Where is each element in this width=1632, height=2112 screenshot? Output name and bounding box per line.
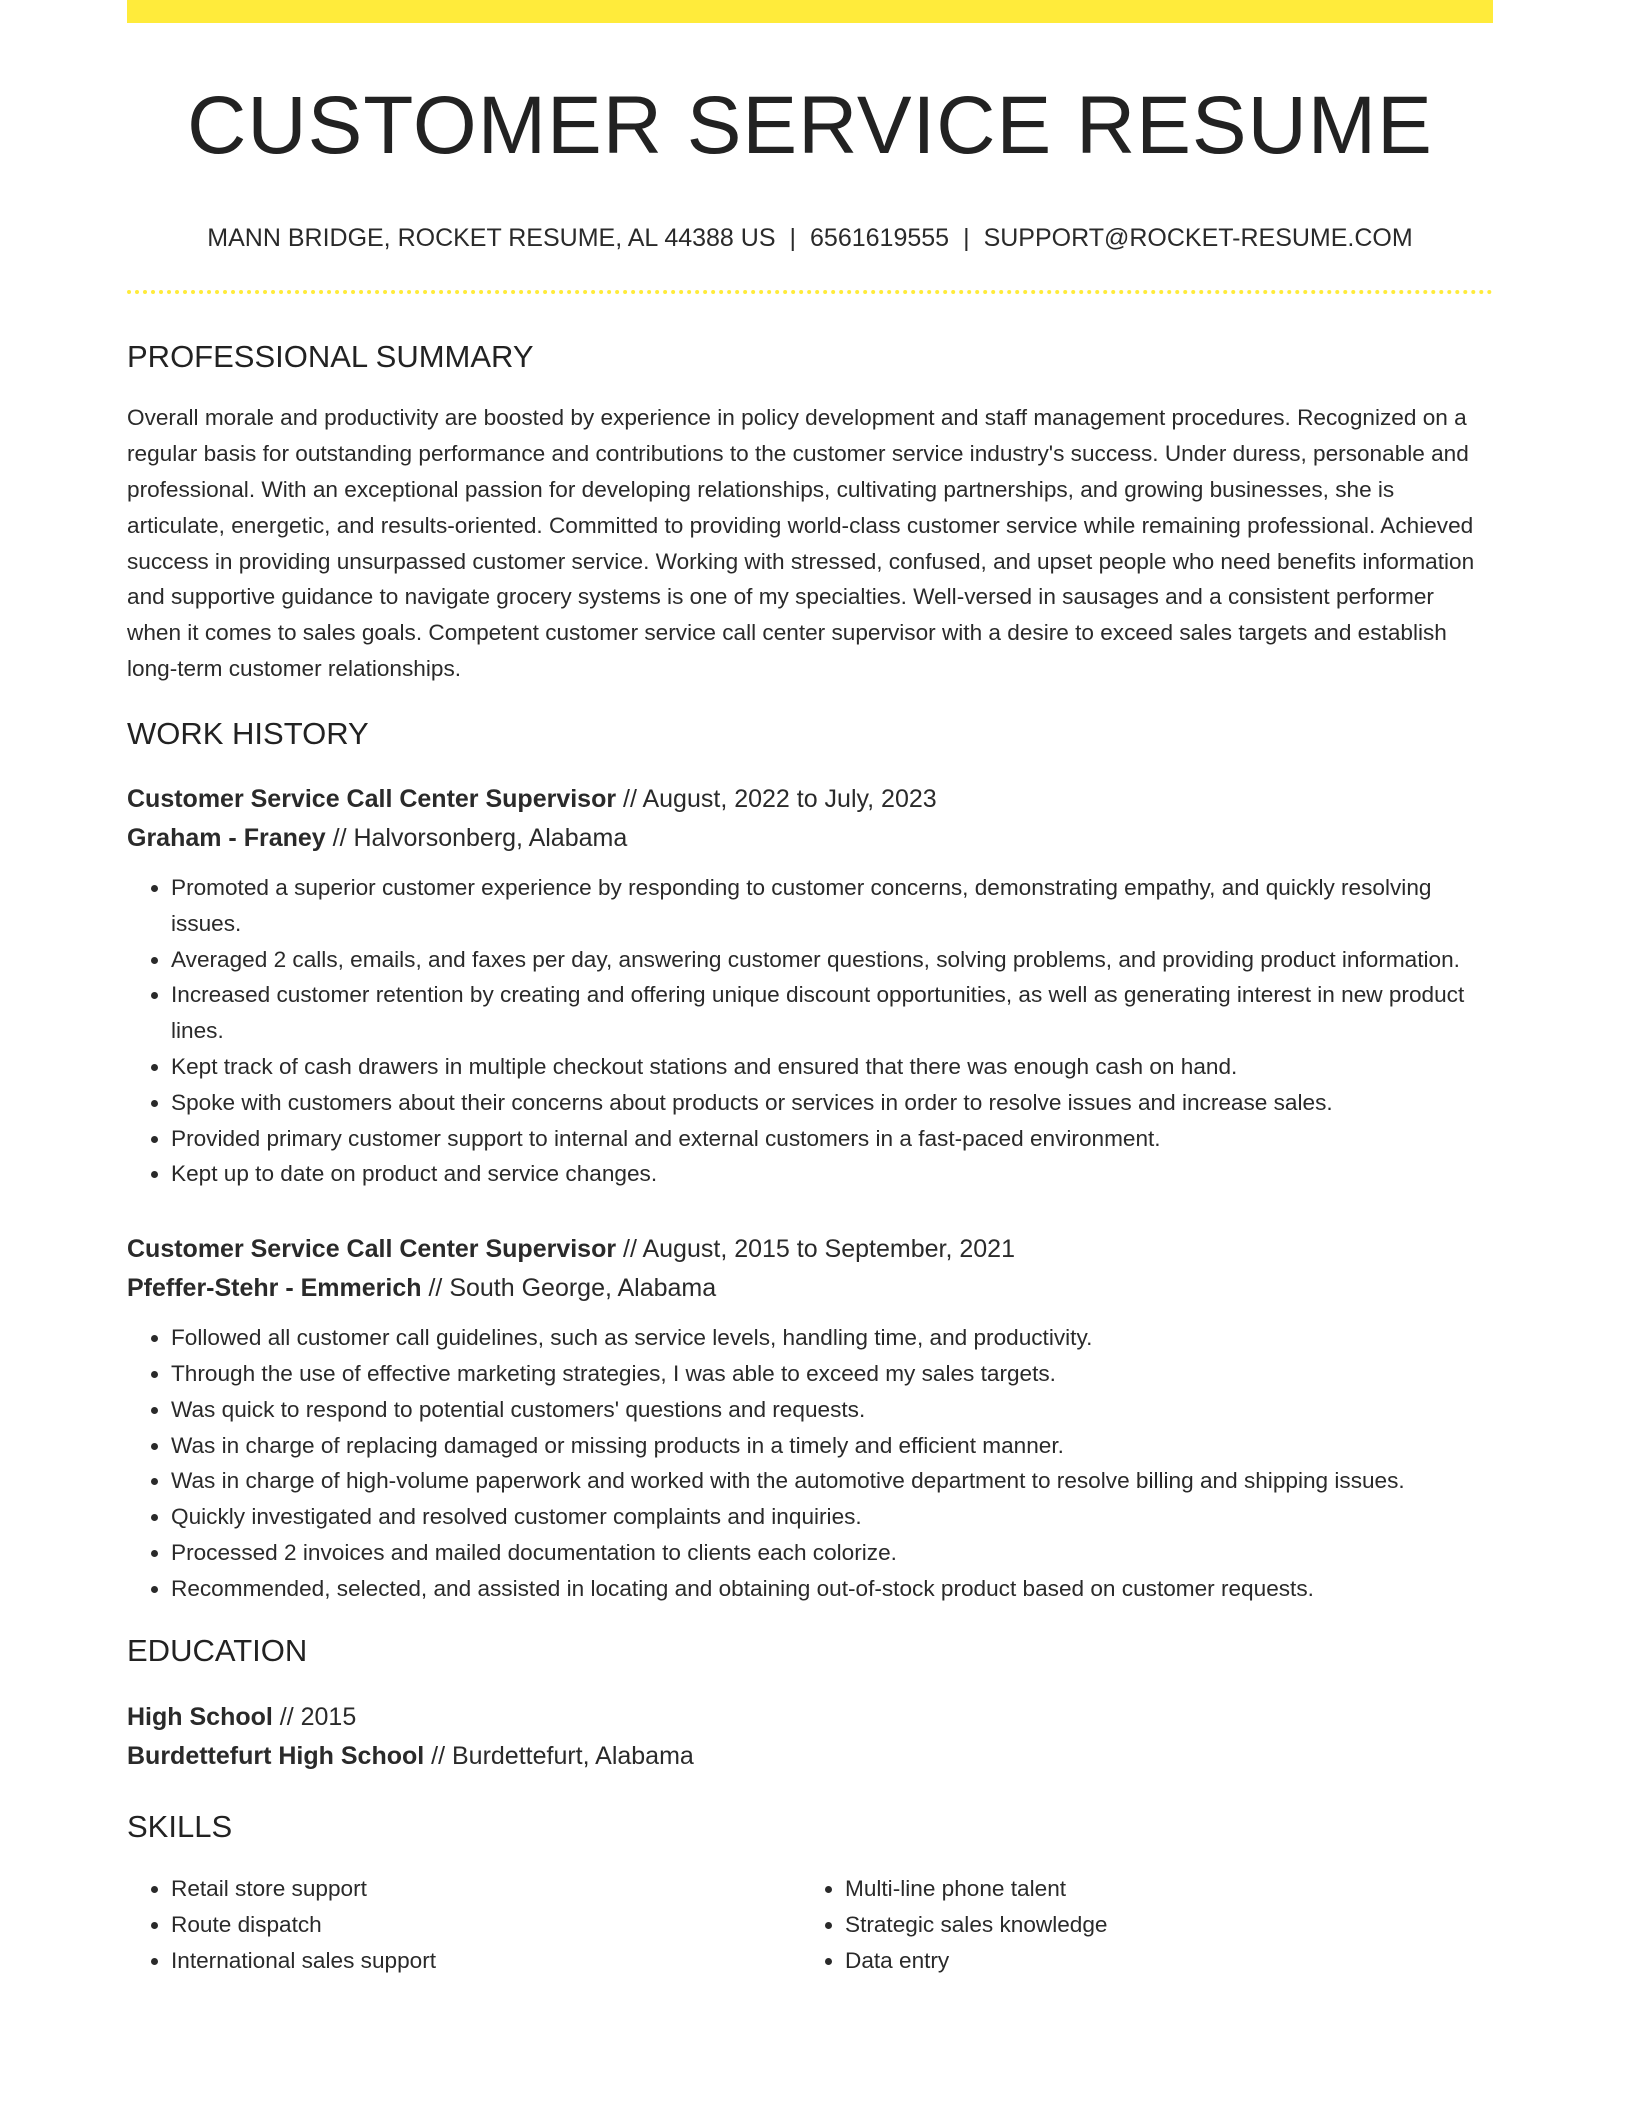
skill-item: • Strategic sales knowledge — [845, 1907, 1475, 1943]
job-location: // South George, Alabama — [421, 1274, 717, 1303]
list-item: • Followed all customer call guidelines, such as service levels, handling time, and productivity. — [171, 1320, 1493, 1356]
list-item: • Provided primary customer support to internal and external customers in a fast-paced environment. — [171, 1121, 1493, 1157]
top-accent-bar — [127, 0, 1493, 23]
skills-column-left — [127, 1871, 801, 1979]
job-company: Graham - Franey — [127, 823, 326, 852]
section-title-skills: SKILLS — [127, 1808, 233, 1844]
section-title-summary: PROFESSIONAL SUMMARY — [127, 339, 534, 375]
contact-phone: 6561619555 — [810, 224, 950, 253]
section-title-education: EDUCATION — [127, 1633, 308, 1669]
job-dates: // August, 2015 to September, 2021 — [616, 1235, 1015, 1264]
education-entry — [127, 1698, 1493, 1776]
list-item: • Was in charge of high-volume paperwork and worked with the automotive department to resolve billing and shipping issues. — [171, 1463, 1493, 1499]
list-item: • Spoke with customers about their concerns about products or services in order to resolve issues and increase sales. — [171, 1085, 1493, 1121]
list-item: • Increased customer retention by creating and offering unique discount opportunities, as well as generating interest in new product lines. — [171, 977, 1493, 1049]
job-dates: // August, 2022 to July, 2023 — [616, 784, 937, 813]
education-school: Burdettefurt High School — [127, 1741, 425, 1770]
job-entry — [127, 780, 1493, 1192]
job-position: Customer Service Call Center Supervisor — [127, 784, 617, 813]
summary-text: Overall morale and productivity are boosted by experience in policy development and staff management procedures. Recognized on a regular basis for outstanding performance and contributions to the customer service industry's success. Under duress, personable and professional. With an exceptional passion for developing relationships, cultivating partnerships, and growing businesses, she is articulate, energetic, and results-oriented. Committed to providing world-class customer service while remaining professional. Achieved success in providing unsurpassed customer service. Working with stressed, confused, and upset people who need benefits information and supportive guidance to navigate grocery systems is one of my specialties. Well-versed in sausages and a consistent performer when it comes to sales goals. Competent customer service call center supervisor with a desire to exceed sales targets and establish long-term customer relationships. — [127, 405, 1475, 681]
header-divider — [127, 290, 1493, 294]
job-position: Customer Service Call Center Supervisor — [127, 1235, 617, 1264]
skill-item: • International sales support — [171, 1943, 801, 1979]
job-entry — [127, 1230, 1493, 1606]
skills-grid — [127, 1871, 1493, 1979]
list-item: • Was quick to respond to potential customers' questions and requests. — [171, 1392, 1493, 1428]
job-company-line — [127, 1269, 1493, 1308]
job-title-line — [127, 1230, 1493, 1269]
contact-email: SUPPORT@ROCKET-RESUME.COM — [983, 224, 1413, 253]
contact-address: MANN BRIDGE, ROCKET RESUME, AL 44388 US — [207, 224, 776, 253]
job-location: // Halvorsonberg, Alabama — [325, 823, 628, 852]
job-company: Pfeffer-Stehr - Emmerich — [127, 1274, 422, 1303]
education-school-line — [127, 1737, 1493, 1776]
list-item: • Through the use of effective marketing strategies, I was able to exceed my sales targets. — [171, 1356, 1493, 1392]
contact-separator: | — [963, 224, 970, 253]
contact-separator: | — [789, 224, 797, 253]
education-year: // 2015 — [272, 1702, 357, 1731]
job-bullets — [127, 1320, 1493, 1606]
contact-line — [127, 223, 1493, 253]
section-title-work-history: WORK HISTORY — [127, 715, 369, 751]
skill-item: • Data entry — [845, 1943, 1475, 1979]
resume-page — [127, 0, 1493, 1979]
list-item: • Kept up to date on product and service changes. — [171, 1156, 1493, 1192]
list-item: • Promoted a superior customer experience by responding to customer concerns, demonstrating empathy, and quickly resolving issues. — [171, 870, 1493, 942]
education-degree: High School — [127, 1702, 273, 1731]
list-item: • Kept track of cash drawers in multiple checkout stations and ensured that there was enough cash on hand. — [171, 1049, 1493, 1085]
list-item: • Was in charge of replacing damaged or missing products in a timely and efficient manner. — [171, 1428, 1493, 1464]
skill-item: • Retail store support — [171, 1871, 801, 1907]
resume-title: CUSTOMER SERVICE RESUME — [187, 80, 1433, 171]
job-bullets — [127, 870, 1493, 1192]
list-item: • Recommended, selected, and assisted in locating and obtaining out-of-stock product based on customer requests. — [171, 1571, 1493, 1607]
list-item: • Averaged 2 calls, emails, and faxes per day, answering customer questions, solving problems, and providing product information. — [171, 942, 1493, 978]
skills-column-right — [801, 1871, 1475, 1979]
list-item: • Processed 2 invoices and mailed documentation to clients each colorize. — [171, 1535, 1493, 1571]
skill-item: • Multi-line phone talent — [845, 1871, 1475, 1907]
education-location: // Burdettefurt, Alabama — [424, 1741, 694, 1770]
job-title-line — [127, 780, 1493, 819]
list-item: • Quickly investigated and resolved customer complaints and inquiries. — [171, 1499, 1493, 1535]
job-company-line — [127, 819, 1493, 858]
education-degree-line — [127, 1698, 1493, 1737]
skill-item: • Route dispatch — [171, 1907, 801, 1943]
